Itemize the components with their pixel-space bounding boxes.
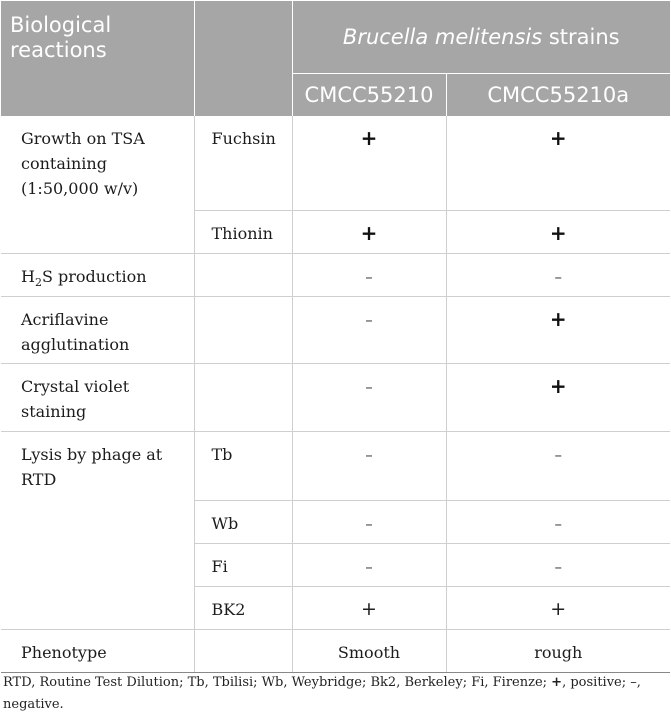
- cell-thionin-strain2: [446, 210, 670, 253]
- plus-symbol: +: [549, 373, 567, 398]
- sub-label-empty: [194, 629, 292, 672]
- minus-symbol: –: [365, 557, 373, 576]
- plus-symbol: +: [361, 597, 377, 620]
- minus-symbol: –: [365, 445, 373, 464]
- header-blank: [194, 1, 292, 116]
- lysis-line2: RTD: [21, 469, 57, 489]
- acriflavine-line1: Acriflavine: [21, 309, 109, 329]
- sub-label-fuchsin: Fuchsin: [194, 116, 292, 210]
- sub-label-wb: Wb: [194, 500, 292, 543]
- minus-symbol: –: [365, 377, 373, 396]
- cell-tb-strain2: [446, 431, 670, 500]
- minus-symbol: –: [554, 514, 562, 533]
- row-label-growth: [1, 116, 194, 253]
- cell-bk2-strain2: [446, 586, 670, 629]
- cell-crystal-strain1: [292, 363, 446, 431]
- table-row: [1, 431, 670, 500]
- table-row: [1, 629, 670, 672]
- cell-h2s-strain1: [292, 253, 446, 296]
- cell-acriflavine-strain1: [292, 296, 446, 363]
- row-label-acriflavine: [1, 296, 194, 363]
- minus-symbol: –: [554, 445, 562, 464]
- h2s-subscript: 2: [34, 275, 42, 289]
- footnote-plus-symbol: +: [551, 675, 563, 690]
- row-label-h2s: [1, 253, 194, 296]
- sub-label-empty: [194, 363, 292, 431]
- table-row: [1, 253, 670, 296]
- plus-symbol: +: [549, 306, 567, 331]
- cell-fi-strain1: [292, 543, 446, 586]
- cell-tb-strain1: [292, 431, 446, 500]
- header-row-1: [1, 1, 670, 73]
- minus-symbol: –: [554, 557, 562, 576]
- plus-symbol: +: [360, 220, 378, 245]
- plus-symbol: +: [549, 126, 567, 150]
- table-footnote: [3, 672, 665, 716]
- header-bio-line1: Biological: [10, 13, 112, 37]
- header-species: Brucella melitensis: [342, 24, 543, 49]
- table-row: [1, 296, 670, 363]
- footnote-legend: , positive; –, negative.: [3, 675, 641, 712]
- header-strains-word: strains: [542, 24, 620, 49]
- cell-thionin-strain1: [292, 210, 446, 253]
- h2s-h: H: [21, 266, 35, 286]
- cell-crystal-strain2: [446, 363, 670, 431]
- sub-label-fi: Fi: [194, 543, 292, 586]
- sub-label-thionin: Thionin: [194, 210, 292, 253]
- sub-label-empty: [194, 253, 292, 296]
- plus-symbol: +: [550, 597, 567, 620]
- header-strain-1: CMCC55210: [292, 73, 446, 116]
- cell-fi-strain2: [446, 543, 670, 586]
- plus-symbol: +: [360, 126, 378, 150]
- cell-fuchsin-strain1: [292, 116, 446, 210]
- sub-label-bk2: BK2: [194, 586, 292, 629]
- cell-fuchsin-strain2: [446, 116, 670, 210]
- cell-phenotype-strain1: Smooth: [292, 629, 446, 672]
- h2s-rest: S production: [41, 266, 147, 286]
- plus-symbol: +: [549, 220, 567, 245]
- minus-symbol: –: [554, 267, 562, 286]
- crystal-line1: Crystal violet: [21, 376, 130, 396]
- cell-acriflavine-strain2: [446, 296, 670, 363]
- cell-phenotype-strain2: rough: [446, 629, 670, 672]
- header-bio-line2: reactions: [10, 38, 107, 62]
- biological-reactions-table: [1, 1, 670, 673]
- header-strain-2: CMCC55210a: [446, 73, 670, 116]
- cell-wb-strain2: [446, 500, 670, 543]
- row-label-phenotype: Phenotype: [1, 629, 194, 672]
- table-row: [1, 116, 670, 210]
- minus-symbol: –: [365, 267, 373, 286]
- minus-symbol: –: [365, 514, 373, 533]
- lysis-line1: Lysis by phage at: [21, 444, 163, 464]
- table-row: [1, 363, 670, 431]
- cell-h2s-strain2: [446, 253, 670, 296]
- footnote-abbreviations: RTD, Routine Test Dilution; Tb, Tbilisi; Wb, Weybridge; Bk2, Berkeley; Fi, Firenze;: [3, 675, 552, 690]
- sub-label-empty: [194, 296, 292, 363]
- row-label-lysis: [1, 431, 194, 629]
- row-label-crystal-violet: [1, 363, 194, 431]
- header-strains: [292, 1, 670, 73]
- growth-label-line1: Growth on TSA: [21, 129, 145, 148]
- crystal-line2: staining: [21, 401, 87, 421]
- header-biological-reactions: [1, 1, 194, 116]
- acriflavine-line2: agglutination: [21, 334, 130, 354]
- minus-symbol: –: [365, 310, 373, 329]
- cell-wb-strain1: [292, 500, 446, 543]
- growth-label-line3: (1:50,000 w/v): [21, 179, 139, 198]
- growth-label-line2: containing: [21, 154, 107, 173]
- cell-bk2-strain1: [292, 586, 446, 629]
- sub-label-tb: Tb: [194, 431, 292, 500]
